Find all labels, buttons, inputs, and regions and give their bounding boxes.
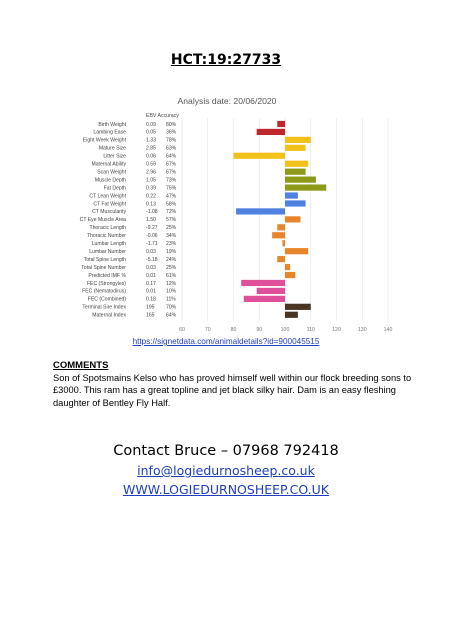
trait-label: Eight Week Weight <box>82 137 126 144</box>
accuracy-value: 10% <box>166 288 177 295</box>
index-bar <box>285 312 298 318</box>
trait-label: Maternal Ability <box>91 161 126 168</box>
index-bar <box>285 304 311 310</box>
ebv-value: 0.59 <box>146 161 156 168</box>
ebv-value: 0.03 <box>146 264 156 271</box>
ebv-value: -1.08 <box>146 209 158 216</box>
trait-label: Scan Weight <box>97 169 126 176</box>
accuracy-value: 47% <box>166 193 177 200</box>
x-tick-label: 120 <box>332 326 341 333</box>
ebv-value: 1.50 <box>146 217 156 224</box>
index-bar <box>285 145 306 151</box>
trait-label: Lumbar Length <box>91 241 126 248</box>
accuracy-value: 61% <box>166 272 177 279</box>
comments-heading: COMMENTS <box>53 360 109 371</box>
x-tick-label: 70 <box>204 326 211 333</box>
index-bar <box>285 200 306 206</box>
trait-label: Litter Size <box>103 153 126 160</box>
ebv-value: 0.18 <box>146 296 156 303</box>
accuracy-value: 58% <box>166 201 177 208</box>
index-bar <box>257 129 285 135</box>
trait-label: Fat Depth <box>103 185 126 192</box>
trait-label: Birth Weight <box>98 121 126 128</box>
index-bar <box>285 177 316 183</box>
trait-label: Maternal Index <box>92 312 126 319</box>
index-bar <box>285 216 300 222</box>
accuracy-value: 64% <box>166 312 177 319</box>
index-bar <box>277 224 285 230</box>
ebv-value: 1.33 <box>146 137 156 144</box>
chart-title: Analysis date: 20/06/2020 <box>177 96 277 106</box>
ebv-value: 0.13 <box>146 201 156 208</box>
accuracy-value: 72% <box>166 209 177 216</box>
index-bar <box>285 169 306 175</box>
index-bar <box>277 121 285 127</box>
accuracy-value: 78% <box>166 137 177 144</box>
ebv-accuracy-header: EBV Accuracy <box>146 113 179 119</box>
accuracy-value: 67% <box>166 169 177 176</box>
index-bar <box>236 208 285 214</box>
ebv-value: -1.71 <box>146 241 158 248</box>
trait-label: FEC (Combined) <box>87 296 126 303</box>
ebv-value: 195 <box>146 304 155 311</box>
index-bar <box>285 272 295 278</box>
x-tick-label: 110 <box>306 326 315 333</box>
ebv-value: 0.39 <box>146 185 156 192</box>
contact-phone: Contact Bruce – 07968 792418 <box>113 443 339 459</box>
accuracy-value: 12% <box>166 280 177 287</box>
contact-email-link[interactable]: info@logiedurnosheep.co.uk <box>137 463 315 478</box>
ebv-analysis-chart <box>70 92 400 333</box>
index-bar <box>285 184 326 190</box>
ebv-value: 0.09 <box>146 121 156 128</box>
accuracy-value: 24% <box>166 256 177 263</box>
index-bar <box>277 256 285 262</box>
trait-label: FEC (Strongyles) <box>86 280 126 287</box>
x-tick-label: 100 <box>280 326 290 333</box>
ebv-value: 0.01 <box>146 272 156 279</box>
accuracy-value: 64% <box>166 153 177 160</box>
index-bar <box>285 264 290 270</box>
ebv-value: 0.06 <box>146 153 156 160</box>
ebv-value: -5.18 <box>146 256 158 263</box>
trait-label: Predicted IMF % <box>88 272 126 279</box>
trait-label: Thoracic Number <box>86 233 126 240</box>
trait-label: CT Eye Muscle Area <box>79 217 126 224</box>
index-bar <box>285 248 308 254</box>
signet-data-link[interactable]: https://signetdata.com/animaldetails?id=900045515 <box>132 337 320 346</box>
index-bar <box>241 280 285 286</box>
trait-label: FEC (Nematodirus) <box>82 288 126 295</box>
x-tick-label: 130 <box>357 326 367 333</box>
trait-label: Muscle Depth <box>94 177 126 184</box>
ebv-value: 165 <box>146 312 155 319</box>
accuracy-value: 67% <box>166 161 177 168</box>
accuracy-value: 70% <box>166 304 177 311</box>
index-bar <box>285 161 308 167</box>
x-tick-label: 90 <box>256 326 263 333</box>
accuracy-value: 57% <box>166 217 177 224</box>
ebv-value: -9.27 <box>146 225 158 232</box>
accuracy-value: 73% <box>166 177 177 184</box>
index-bar <box>234 153 286 159</box>
trait-label: CT Fat Weight <box>93 201 126 208</box>
index-bar <box>282 240 285 246</box>
accuracy-value: 75% <box>166 185 177 192</box>
ebv-value: 0.05 <box>146 129 156 136</box>
accuracy-value: 25% <box>166 225 177 232</box>
accuracy-value: 19% <box>166 248 177 255</box>
index-bar <box>285 192 298 198</box>
accuracy-value: 34% <box>166 233 177 240</box>
trait-label: CT Muscularity <box>92 209 126 216</box>
accuracy-value: 80% <box>166 121 177 128</box>
trait-label: Lambing Ease <box>93 129 126 136</box>
ebv-value: 0.22 <box>146 193 156 200</box>
index-bar <box>272 232 285 238</box>
trait-label: Mature Size <box>98 145 126 152</box>
accuracy-value: 25% <box>166 264 177 271</box>
x-tick-label: 60 <box>179 326 185 333</box>
accuracy-value: 36% <box>166 129 177 136</box>
trait-label: CT Lean Weight <box>89 193 126 200</box>
trait-label: Thoracic Length <box>89 225 126 232</box>
index-bar <box>285 137 311 143</box>
index-bar <box>244 296 285 302</box>
ebv-value: 2.96 <box>146 169 156 176</box>
ebv-bar-chart-svg <box>70 92 400 333</box>
accuracy-value: 23% <box>166 241 177 248</box>
ebv-value: -0.06 <box>146 233 158 240</box>
x-tick-label: 140 <box>383 326 393 333</box>
x-tick-label: 80 <box>230 326 237 333</box>
trait-label: Lumbar Number <box>89 248 126 255</box>
trait-label: Total Spine Number <box>81 264 126 271</box>
ebv-value: 0.01 <box>146 288 156 295</box>
ebv-value: 0.17 <box>146 280 156 287</box>
ebv-value: 2.85 <box>146 145 156 152</box>
trait-label: Total Spine Length <box>83 256 126 263</box>
accuracy-value: 63% <box>166 145 177 152</box>
comments-text: Son of Spotsmains Kelso who has proved himself well within our flock breeding sons to £3000. This ram has a great topline and jet black silky hair. Dam is an easy fleshing daughter of Bentley Fly Half. <box>53 373 412 408</box>
ebv-value: 1.05 <box>146 177 156 184</box>
website-link[interactable]: WWW.LOGIEDURNOSHEEP.CO.UK <box>123 482 329 497</box>
ebv-value: 0.03 <box>146 248 156 255</box>
accuracy-value: 11% <box>166 296 176 303</box>
index-bar <box>257 288 285 294</box>
trait-label: Terminal Sire Index <box>82 304 126 311</box>
ram-id-title: HCT:19:27733 <box>170 52 282 68</box>
